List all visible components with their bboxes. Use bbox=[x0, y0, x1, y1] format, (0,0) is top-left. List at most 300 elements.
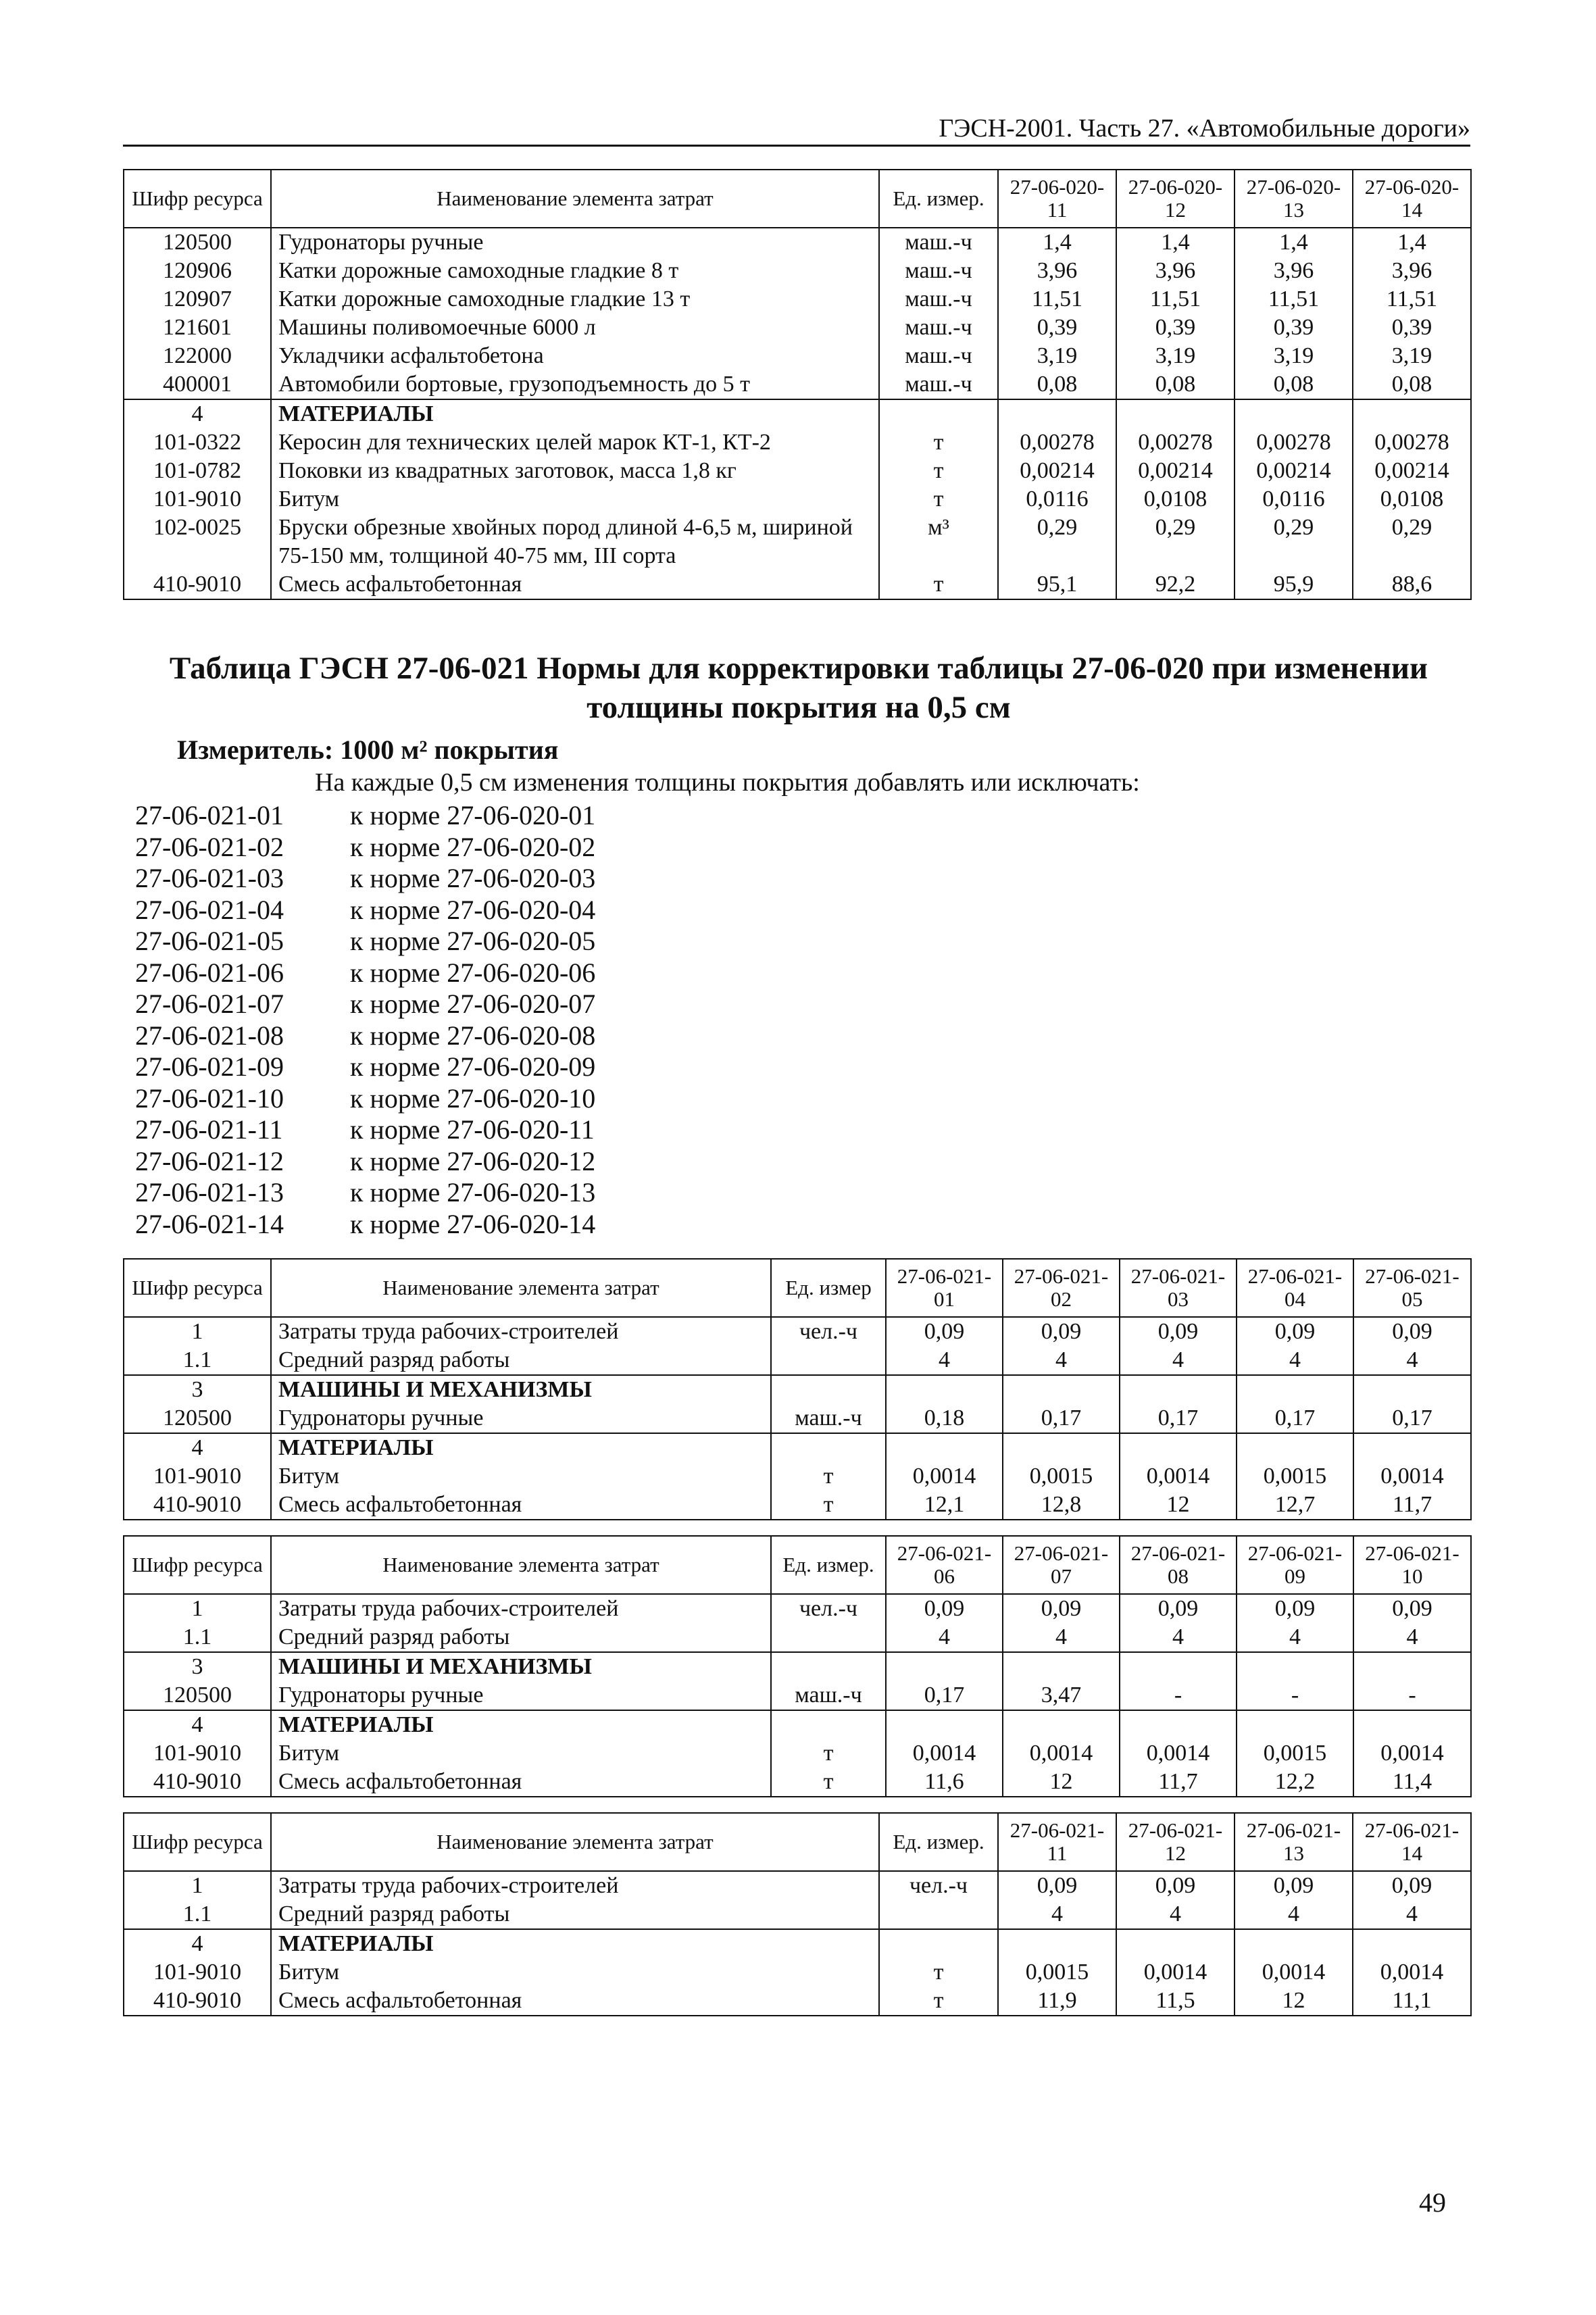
instruction-line: На каждые 0,5 см изменения толщины покрытия добавлять или исключать: bbox=[315, 768, 1140, 797]
norm-value: 0,09 bbox=[1235, 1871, 1353, 1900]
norm-value bbox=[1353, 1375, 1471, 1404]
norm-value bbox=[1120, 1652, 1237, 1681]
unit: т bbox=[771, 1491, 886, 1520]
resource-code: 1 bbox=[124, 1594, 271, 1623]
norm-value: 11,6 bbox=[886, 1768, 1003, 1797]
norm-value: 0,0015 bbox=[998, 1958, 1116, 1987]
norm-value: 3,19 bbox=[1235, 342, 1353, 370]
table-row bbox=[124, 1900, 1471, 1929]
norm-value: 0,0015 bbox=[1237, 1462, 1353, 1491]
norm-value: 0,08 bbox=[1116, 370, 1235, 399]
norm-value: 0,09 bbox=[1353, 1594, 1471, 1623]
norm-reference: к норме 27-06-020-13 bbox=[350, 1177, 596, 1208]
norm-value: 0,0116 bbox=[1235, 485, 1353, 514]
norm-value: 0,29 bbox=[1353, 514, 1471, 570]
norm-value: 4 bbox=[1353, 1623, 1471, 1652]
norm-reference: к норме 27-06-020-02 bbox=[350, 831, 596, 862]
norm-value: 0,00278 bbox=[1353, 428, 1471, 457]
table-row bbox=[124, 1433, 1471, 1462]
norm-value bbox=[886, 1710, 1003, 1739]
norm-value: 3,96 bbox=[1235, 257, 1353, 285]
norm-value: 0,09 bbox=[1003, 1594, 1120, 1623]
resource-name: Катки дорожные самоходные гладкие 13 т bbox=[271, 285, 879, 314]
norm-value bbox=[1353, 1710, 1471, 1739]
norm-value: 0,29 bbox=[1235, 514, 1353, 570]
norm-value: 11,7 bbox=[1120, 1768, 1237, 1797]
section-heading: МАШИНЫ И МЕХАНИЗМЫ bbox=[271, 1652, 771, 1681]
norm-list-item bbox=[135, 957, 595, 989]
norm-value: 0,08 bbox=[998, 370, 1116, 399]
norm-value: - bbox=[1120, 1681, 1237, 1710]
norm-value: 0,39 bbox=[1353, 314, 1471, 342]
norm-value bbox=[1237, 1433, 1353, 1462]
resource-name: Гудронаторы ручные bbox=[271, 228, 879, 257]
unit: маш.-ч bbox=[771, 1681, 886, 1710]
table-row bbox=[124, 485, 1471, 514]
norm-value bbox=[886, 1652, 1003, 1681]
table-row bbox=[124, 570, 1471, 599]
resource-name: Смесь асфальтобетонная bbox=[271, 1768, 771, 1797]
norm-value bbox=[1237, 1652, 1353, 1681]
resource-code: 3 bbox=[124, 1652, 271, 1681]
norm-list-item bbox=[135, 1114, 595, 1146]
norm-value: 3,96 bbox=[998, 257, 1116, 285]
norm-value: - bbox=[1353, 1681, 1471, 1710]
header-unit: Ед. измер. bbox=[771, 1536, 886, 1594]
norm-value bbox=[1003, 1433, 1120, 1462]
norm-value: 0,08 bbox=[1353, 370, 1471, 399]
resource-code: 102-0025 bbox=[124, 514, 271, 570]
norm-list-item bbox=[135, 1051, 595, 1083]
norm-reference: к норме 27-06-020-06 bbox=[350, 957, 596, 988]
resource-code: 101-0782 bbox=[124, 457, 271, 485]
table-row bbox=[124, 1346, 1471, 1375]
norm-code: 27-06-021-06 bbox=[135, 957, 284, 988]
table-row bbox=[124, 342, 1471, 370]
resource-code: 1.1 bbox=[124, 1623, 271, 1652]
norm-code: 27-06-021-03 bbox=[135, 863, 284, 893]
resource-name: Затраты труда рабочих-строителей bbox=[271, 1317, 771, 1346]
norm-value: 0,09 bbox=[998, 1871, 1116, 1900]
norm-value bbox=[886, 1433, 1003, 1462]
header-name: Наименование элемента затрат bbox=[271, 170, 879, 228]
table-row bbox=[124, 428, 1471, 457]
table-row bbox=[124, 1987, 1471, 2016]
table-row bbox=[124, 1404, 1471, 1433]
norm-reference: к норме 27-06-020-12 bbox=[350, 1145, 596, 1176]
table-row bbox=[124, 1652, 1471, 1681]
norm-value: 4 bbox=[1237, 1623, 1353, 1652]
norm-value: 4 bbox=[1237, 1346, 1353, 1375]
norm-value: 0,17 bbox=[1003, 1404, 1120, 1433]
norm-value: 0,39 bbox=[998, 314, 1116, 342]
norm-value: 11,4 bbox=[1353, 1768, 1471, 1797]
norm-value: 0,17 bbox=[1353, 1404, 1471, 1433]
header-code: Шифр ресурса bbox=[124, 1813, 271, 1871]
resource-name: Средний разряд работы bbox=[271, 1346, 771, 1375]
norm-list-item bbox=[135, 1146, 595, 1178]
header-norm-code: 27-06-021-11 bbox=[998, 1813, 1116, 1871]
resource-code: 410-9010 bbox=[124, 1491, 271, 1520]
norm-reference: к норме 27-06-020-05 bbox=[350, 926, 596, 956]
resource-code: 101-9010 bbox=[124, 1958, 271, 1987]
unit bbox=[771, 1710, 886, 1739]
resource-code: 120906 bbox=[124, 257, 271, 285]
norm-value: 95,1 bbox=[998, 570, 1116, 599]
table-row bbox=[124, 399, 1471, 428]
table-row bbox=[124, 228, 1471, 257]
norm-value: 0,0116 bbox=[998, 485, 1116, 514]
unit bbox=[879, 1900, 998, 1929]
header-norm-code: 27-06-021-03 bbox=[1120, 1259, 1237, 1317]
norm-value bbox=[998, 1929, 1116, 1958]
norm-value: 12 bbox=[1235, 1987, 1353, 2016]
resource-code: 1.1 bbox=[124, 1346, 271, 1375]
resource-name: Затраты труда рабочих-строителей bbox=[271, 1594, 771, 1623]
norm-code: 27-06-021-12 bbox=[135, 1145, 284, 1176]
unit bbox=[771, 1346, 886, 1375]
resource-name: Поковки из квадратных заготовок, масса 1,8 кг bbox=[271, 457, 879, 485]
norm-value bbox=[1235, 399, 1353, 428]
norm-value: 0,0108 bbox=[1353, 485, 1471, 514]
norm-code: 27-06-021-05 bbox=[135, 926, 284, 956]
header-norm-code: 27-06-020-14 bbox=[1353, 170, 1471, 228]
norm-reference: к норме 27-06-020-14 bbox=[350, 1208, 596, 1239]
norm-value: 11,51 bbox=[998, 285, 1116, 314]
norm-value: 12,7 bbox=[1237, 1491, 1353, 1520]
norm-value: 0,09 bbox=[886, 1317, 1003, 1346]
norm-value: 3,19 bbox=[1116, 342, 1235, 370]
header-norm-code: 27-06-021-05 bbox=[1353, 1259, 1471, 1317]
resource-code: 400001 bbox=[124, 370, 271, 399]
norm-value bbox=[1235, 1929, 1353, 1958]
resource-name: Битум bbox=[271, 1462, 771, 1491]
norm-value: 4 bbox=[1120, 1346, 1237, 1375]
norm-reference: к норме 27-06-020-10 bbox=[350, 1082, 596, 1114]
unit: т bbox=[879, 570, 998, 599]
header-norm-code: 27-06-021-12 bbox=[1116, 1813, 1235, 1871]
unit: т bbox=[879, 457, 998, 485]
resource-name: Средний разряд работы bbox=[271, 1623, 771, 1652]
norm-value: 11,51 bbox=[1116, 285, 1235, 314]
norm-value: 4 bbox=[886, 1346, 1003, 1375]
table-row bbox=[124, 1739, 1471, 1768]
section-heading: МАТЕРИАЛЫ bbox=[271, 1929, 879, 1958]
unit: маш.-ч bbox=[879, 257, 998, 285]
resource-code: 4 bbox=[124, 1710, 271, 1739]
unit bbox=[771, 1433, 886, 1462]
resource-table-020 bbox=[123, 169, 1472, 600]
norm-value bbox=[1237, 1375, 1353, 1404]
norm-value: 0,39 bbox=[1235, 314, 1353, 342]
norm-list-item bbox=[135, 895, 595, 926]
header-unit: Ед. измер. bbox=[879, 170, 998, 228]
norm-value: 3,19 bbox=[1353, 342, 1471, 370]
norm-value: 4 bbox=[1353, 1900, 1471, 1929]
resource-code: 101-0322 bbox=[124, 428, 271, 457]
norm-value: 0,00214 bbox=[1353, 457, 1471, 485]
norm-list-item bbox=[135, 1083, 595, 1115]
resource-table-021-b bbox=[123, 1535, 1472, 1797]
header-norm-code: 27-06-021-09 bbox=[1237, 1536, 1353, 1594]
resource-table-021-a bbox=[123, 1258, 1472, 1520]
norm-value: 0,0014 bbox=[1353, 1958, 1471, 1987]
header-unit: Ед. измер bbox=[771, 1259, 886, 1317]
norm-value: 4 bbox=[1353, 1346, 1471, 1375]
table-row bbox=[124, 1462, 1471, 1491]
norm-value: 1,4 bbox=[1235, 228, 1353, 257]
resource-name: Средний разряд работы bbox=[271, 1900, 879, 1929]
norm-value: 0,17 bbox=[886, 1681, 1003, 1710]
resource-name: Битум bbox=[271, 1958, 879, 1987]
norm-value: 3,96 bbox=[1116, 257, 1235, 285]
norm-value: 92,2 bbox=[1116, 570, 1235, 599]
header-norm-code: 27-06-020-13 bbox=[1235, 170, 1353, 228]
norm-value bbox=[1003, 1710, 1120, 1739]
norm-value: 1,4 bbox=[1116, 228, 1235, 257]
header-norm-code: 27-06-021-08 bbox=[1120, 1536, 1237, 1594]
norm-value: 0,29 bbox=[1116, 514, 1235, 570]
table-row bbox=[124, 1623, 1471, 1652]
norm-list bbox=[135, 800, 595, 1240]
norm-value: - bbox=[1237, 1681, 1353, 1710]
norm-code: 27-06-021-02 bbox=[135, 831, 284, 862]
norm-value: 12,1 bbox=[886, 1491, 1003, 1520]
norm-list-item bbox=[135, 863, 595, 895]
norm-value: 0,09 bbox=[1353, 1317, 1471, 1346]
unit: т bbox=[879, 1987, 998, 2016]
norm-value bbox=[1120, 1433, 1237, 1462]
header-norm-code: 27-06-021-04 bbox=[1237, 1259, 1353, 1317]
norm-list-item bbox=[135, 1177, 595, 1209]
table-row bbox=[124, 1710, 1471, 1739]
norm-value: 0,09 bbox=[1353, 1871, 1471, 1900]
unit: чел.-ч bbox=[879, 1871, 998, 1900]
resource-name: Керосин для технических целей марок КТ-1, КТ-2 bbox=[271, 428, 879, 457]
resource-code: 101-9010 bbox=[124, 485, 271, 514]
header-row bbox=[124, 170, 1471, 228]
norm-value: 0,29 bbox=[998, 514, 1116, 570]
norm-value: 0,18 bbox=[886, 1404, 1003, 1433]
table-row bbox=[124, 314, 1471, 342]
unit bbox=[771, 1375, 886, 1404]
norm-value: 4 bbox=[886, 1623, 1003, 1652]
resource-code: 410-9010 bbox=[124, 1987, 271, 2016]
unit: маш.-ч bbox=[879, 342, 998, 370]
norm-value: 88,6 bbox=[1353, 570, 1471, 599]
norm-code: 27-06-021-11 bbox=[135, 1114, 283, 1145]
norm-reference: к норме 27-06-020-07 bbox=[350, 989, 596, 1019]
norm-value: 4 bbox=[998, 1900, 1116, 1929]
section-title: Таблица ГЭСН 27-06-021 Нормы для корректировки таблицы 27-06-020 при изменении толщины покрытия на 0,5 см bbox=[169, 651, 1428, 725]
norm-value: 0,0014 bbox=[1353, 1462, 1471, 1491]
header-norm-code: 27-06-021-07 bbox=[1003, 1536, 1120, 1594]
running-head: ГЭСН-2001. Часть 27. «Автомобильные дороги» bbox=[939, 114, 1470, 143]
header-name: Наименование элемента затрат bbox=[271, 1259, 771, 1317]
norm-code: 27-06-021-14 bbox=[135, 1208, 284, 1239]
norm-list-item bbox=[135, 1020, 595, 1052]
meter-line: Измеритель: 1000 м² покрытия bbox=[177, 735, 559, 765]
section-heading: МАТЕРИАЛЫ bbox=[271, 399, 879, 428]
norm-value bbox=[886, 1375, 1003, 1404]
unit bbox=[771, 1652, 886, 1681]
unit: т bbox=[771, 1739, 886, 1768]
norm-value: 0,0014 bbox=[1003, 1739, 1120, 1768]
resource-code: 3 bbox=[124, 1375, 271, 1404]
norm-reference: к норме 27-06-020-09 bbox=[350, 1051, 596, 1082]
norm-reference: к норме 27-06-020-03 bbox=[350, 863, 596, 893]
unit: т bbox=[879, 428, 998, 457]
unit: маш.-ч bbox=[879, 370, 998, 399]
norm-value: 4 bbox=[1116, 1900, 1235, 1929]
norm-value: 12,8 bbox=[1003, 1491, 1120, 1520]
page-number: 49 bbox=[1419, 2187, 1446, 2218]
norm-code: 27-06-021-01 bbox=[135, 800, 284, 830]
norm-reference: к норме 27-06-020-08 bbox=[350, 1020, 596, 1051]
norm-value: 11,7 bbox=[1353, 1491, 1471, 1520]
section-heading: МАТЕРИАЛЫ bbox=[271, 1433, 771, 1462]
norm-value: 0,09 bbox=[1120, 1594, 1237, 1623]
header-row bbox=[124, 1536, 1471, 1594]
header-row bbox=[124, 1259, 1471, 1317]
header-norm-code: 27-06-020-11 bbox=[998, 170, 1116, 228]
header-norm-code: 27-06-021-02 bbox=[1003, 1259, 1120, 1317]
norm-value: 0,0014 bbox=[1235, 1958, 1353, 1987]
resource-name: Смесь асфальтобетонная bbox=[271, 570, 879, 599]
norm-value: 0,17 bbox=[1120, 1404, 1237, 1433]
resource-code: 1.1 bbox=[124, 1900, 271, 1929]
norm-value: 4 bbox=[1003, 1623, 1120, 1652]
norm-value: 4 bbox=[1120, 1623, 1237, 1652]
unit: чел.-ч bbox=[771, 1317, 886, 1346]
unit bbox=[879, 1929, 998, 1958]
header-norm-code: 27-06-020-12 bbox=[1116, 170, 1235, 228]
norm-code: 27-06-021-07 bbox=[135, 989, 284, 1019]
norm-value: 0,08 bbox=[1235, 370, 1353, 399]
norm-value: 0,17 bbox=[1237, 1404, 1353, 1433]
norm-value: 0,00214 bbox=[1235, 457, 1353, 485]
table-row bbox=[124, 1929, 1471, 1958]
resource-code: 4 bbox=[124, 399, 271, 428]
norm-value: 0,0015 bbox=[1003, 1462, 1120, 1491]
norm-code: 27-06-021-09 bbox=[135, 1051, 284, 1082]
norm-value: 12,2 bbox=[1237, 1768, 1353, 1797]
table-row bbox=[124, 1958, 1471, 1987]
resource-name: Гудронаторы ручные bbox=[271, 1681, 771, 1710]
norm-value: 3,19 bbox=[998, 342, 1116, 370]
unit: т bbox=[879, 485, 998, 514]
resource-name: Машины поливомоечные 6000 л bbox=[271, 314, 879, 342]
header-code: Шифр ресурса bbox=[124, 1536, 271, 1594]
table-row bbox=[124, 257, 1471, 285]
norm-value: 95,9 bbox=[1235, 570, 1353, 599]
resource-name: Битум bbox=[271, 1739, 771, 1768]
resource-name: Смесь асфальтобетонная bbox=[271, 1491, 771, 1520]
resource-code: 101-9010 bbox=[124, 1739, 271, 1768]
table-row bbox=[124, 1871, 1471, 1900]
table-row bbox=[124, 1491, 1471, 1520]
norm-code: 27-06-021-13 bbox=[135, 1177, 284, 1208]
header-norm-code: 27-06-021-01 bbox=[886, 1259, 1003, 1317]
norm-value bbox=[1237, 1710, 1353, 1739]
norm-value: 1,4 bbox=[1353, 228, 1471, 257]
norm-value: 0,0108 bbox=[1116, 485, 1235, 514]
resource-code: 120500 bbox=[124, 1681, 271, 1710]
norm-value: 0,00214 bbox=[998, 457, 1116, 485]
norm-value bbox=[1120, 1375, 1237, 1404]
norm-code: 27-06-021-08 bbox=[135, 1020, 284, 1051]
norm-value bbox=[1353, 1433, 1471, 1462]
norm-value: 0,0015 bbox=[1237, 1739, 1353, 1768]
resource-code: 101-9010 bbox=[124, 1462, 271, 1491]
norm-value: 11,51 bbox=[1235, 285, 1353, 314]
norm-value: 1,4 bbox=[998, 228, 1116, 257]
norm-list-item bbox=[135, 1209, 595, 1241]
header-norm-code: 27-06-021-06 bbox=[886, 1536, 1003, 1594]
norm-value: 0,0014 bbox=[1353, 1739, 1471, 1768]
norm-value: 0,09 bbox=[1237, 1594, 1353, 1623]
resource-name: Смесь асфальтобетонная bbox=[271, 1987, 879, 2016]
norm-value bbox=[1116, 1929, 1235, 1958]
resource-name: Затраты труда рабочих-строителей bbox=[271, 1871, 879, 1900]
resource-name: Бруски обрезные хвойных пород длиной 4-6,5 м, шириной 75-150 мм, толщиной 40-75 мм, III сорта bbox=[271, 514, 879, 570]
norm-value: 0,00278 bbox=[998, 428, 1116, 457]
resource-code: 122000 bbox=[124, 342, 271, 370]
norm-value: 11,1 bbox=[1353, 1987, 1471, 2016]
unit bbox=[879, 399, 998, 428]
resource-code: 120907 bbox=[124, 285, 271, 314]
unit: маш.-ч bbox=[879, 285, 998, 314]
header-norm-code: 27-06-021-10 bbox=[1353, 1536, 1471, 1594]
norm-value bbox=[1116, 399, 1235, 428]
unit: т bbox=[771, 1462, 886, 1491]
resource-code: 1 bbox=[124, 1871, 271, 1900]
header-code: Шифр ресурса bbox=[124, 1259, 271, 1317]
resource-name: Гудронаторы ручные bbox=[271, 1404, 771, 1433]
norm-value: 0,0014 bbox=[1116, 1958, 1235, 1987]
norm-value bbox=[1353, 1652, 1471, 1681]
norm-value: 11,9 bbox=[998, 1987, 1116, 2016]
table-row bbox=[124, 1681, 1471, 1710]
resource-code: 120500 bbox=[124, 228, 271, 257]
resource-name: Битум bbox=[271, 485, 879, 514]
unit: м³ bbox=[879, 514, 998, 570]
resource-table-021-c bbox=[123, 1812, 1472, 2016]
norm-value bbox=[1120, 1710, 1237, 1739]
unit bbox=[771, 1623, 886, 1652]
norm-value: 12 bbox=[1120, 1491, 1237, 1520]
norm-code: 27-06-021-04 bbox=[135, 894, 284, 925]
unit: маш.-ч bbox=[771, 1404, 886, 1433]
resource-code: 410-9010 bbox=[124, 1768, 271, 1797]
table-row bbox=[124, 1317, 1471, 1346]
header-norm-code: 27-06-021-13 bbox=[1235, 1813, 1353, 1871]
resource-name: Укладчики асфальтобетона bbox=[271, 342, 879, 370]
norm-value: 0,0014 bbox=[886, 1462, 1003, 1491]
norm-list-item bbox=[135, 832, 595, 864]
table-row bbox=[124, 285, 1471, 314]
norm-value: 0,09 bbox=[1116, 1871, 1235, 1900]
norm-value: 0,00278 bbox=[1235, 428, 1353, 457]
norm-reference: к норме 27-06-020-01 bbox=[350, 800, 596, 830]
header-rule bbox=[123, 145, 1470, 147]
unit: маш.-ч bbox=[879, 228, 998, 257]
norm-value bbox=[1003, 1652, 1120, 1681]
norm-value: 0,09 bbox=[1120, 1317, 1237, 1346]
header-code: Шифр ресурса bbox=[124, 170, 271, 228]
norm-value: 0,09 bbox=[886, 1594, 1003, 1623]
norm-value bbox=[1003, 1375, 1120, 1404]
